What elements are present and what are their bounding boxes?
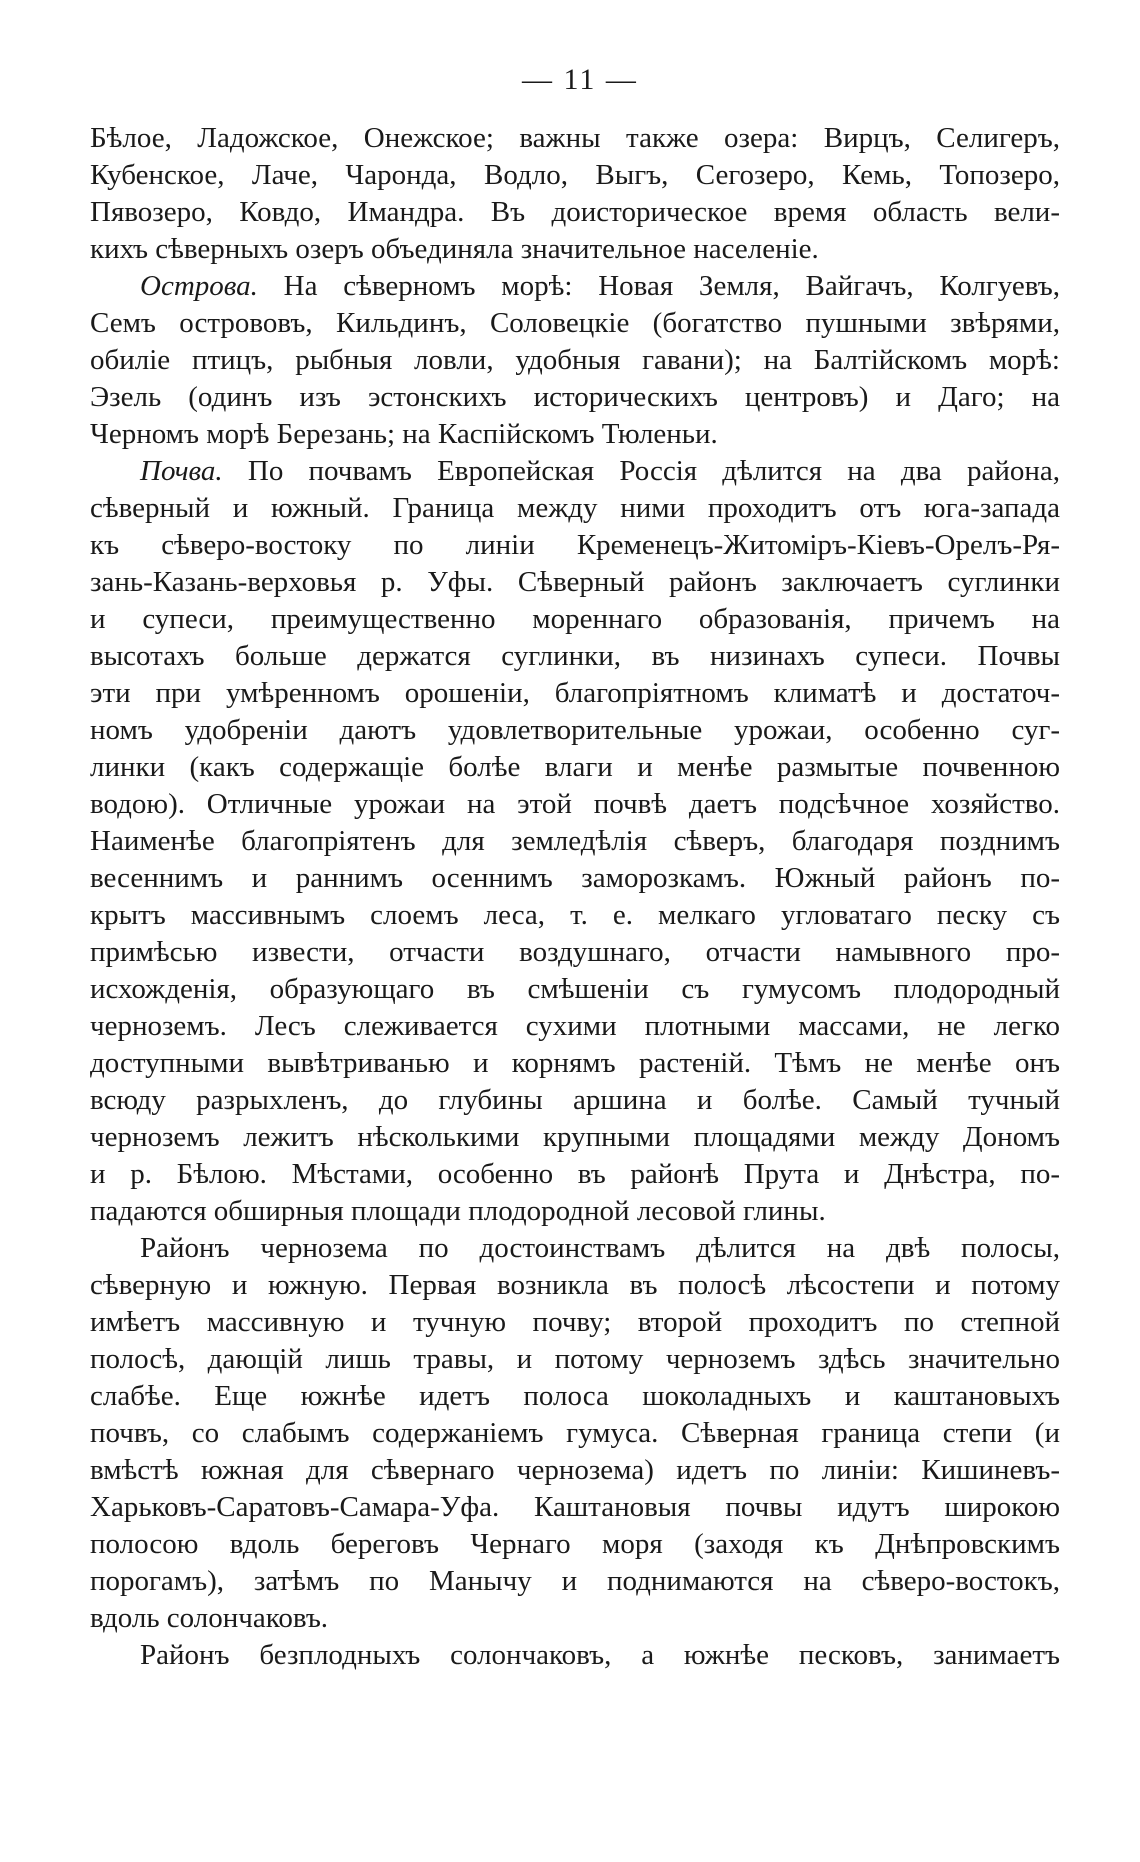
section-heading-soil: Почва. xyxy=(140,455,223,487)
text-line: черноземъ. Лесъ слеживается сухими плотными массами, не легко xyxy=(90,1010,1060,1042)
paragraph-chernozem xyxy=(90,1230,1060,1637)
text-line: зань-Казань-верховья р. Уфы. Сѣверный районъ заключаетъ суглинки xyxy=(90,566,1060,598)
text-line: крытъ массивнымъ слоемъ леса, т. е. мелкаго угловатаго песку съ xyxy=(90,899,1060,931)
paragraph-salt-marshes xyxy=(90,1637,1060,1674)
text-line: Кубенское, Лаче, Чаронда, Водло, Выгъ, Сегозеро, Кемь, Топозеро, xyxy=(90,159,1060,191)
document-page xyxy=(90,60,1060,1674)
text-line: эти при умѣренномъ орошеніи, благопріятномъ климатѣ и достаточ- xyxy=(90,677,1060,709)
paragraph-soil xyxy=(90,453,1060,1230)
text-line: высотахъ больше держатся суглинки, въ низинахъ супеси. Почвы xyxy=(90,640,1060,672)
page-number: — 11 — xyxy=(522,63,638,96)
text-line: къ сѣверо-востоку по линіи Кременецъ-Житоміръ-Кіевъ-Орелъ-Ря- xyxy=(90,529,1060,561)
text-line: сѣверную и южную. Первая возникла въ полосѣ лѣсостепи и потому xyxy=(90,1269,1060,1301)
text-line: черноземъ лежитъ нѣсколькими крупными площадями между Дономъ xyxy=(90,1121,1060,1153)
text-line: номъ удобреніи даютъ удовлетворительные урожаи, особенно суг- xyxy=(90,714,1060,746)
text-line: и супеси, преимущественно мореннаго образованія, причемъ на xyxy=(90,603,1060,635)
text-line: Семъ острововъ, Кильдинъ, Соловецкіе (богатство пушными звѣрями, xyxy=(90,307,1060,339)
text-line xyxy=(90,268,1060,305)
text-line: весеннимъ и раннимъ осеннимъ заморозкамъ. Южный районъ по- xyxy=(90,862,1060,894)
text-line-rest: По почвамъ Европейская Россія дѣлится на два района, xyxy=(222,455,1060,487)
text-line: Районъ чернозема по достоинствамъ дѣлится на двѣ полосы, xyxy=(140,1232,1060,1264)
text-line: Черномъ морѣ Березань; на Каспійскомъ Тюленьи. xyxy=(90,418,718,450)
text-line: почвъ, со слабымъ содержаніемъ гумуса. Сѣверная граница степи (и xyxy=(90,1417,1060,1449)
text-line: Наименѣе благопріятенъ для земледѣлія сѣверъ, благодаря позднимъ xyxy=(90,825,1060,857)
text-line: Пявозеро, Ковдо, Имандра. Въ доисторическое время область вели- xyxy=(90,196,1060,228)
text-line: вдоль солончаковъ. xyxy=(90,1602,329,1634)
text-line: Харьковъ-Саратовъ-Самара-Уфа. Каштановыя почвы идутъ широкою xyxy=(90,1491,1060,1523)
text-line: полосѣ, дающій лишь травы, и потому черноземъ здѣсь значительно xyxy=(90,1343,1060,1375)
text-line: линки (какъ содержащіе болѣе влаги и менѣе размытые почвенною xyxy=(90,751,1060,783)
text-line: Бѣлое, Ладожское, Онежское; важны также озера: Вирцъ, Селигеръ, xyxy=(90,122,1060,154)
text-line xyxy=(90,453,1060,490)
text-line: исхожденія, образующаго въ смѣшеніи съ гумусомъ плодородный xyxy=(90,973,1060,1005)
text-line: и р. Бѣлою. Мѣстами, особенно въ районѣ Прута и Днѣстра, по- xyxy=(90,1158,1060,1190)
text-line: полосою вдоль береговъ Чернаго моря (заходя къ Днѣпровскимъ xyxy=(90,1528,1060,1560)
text-line: сѣверный и южный. Граница между ними проходитъ отъ юга-запада xyxy=(90,492,1060,524)
paragraph-islands xyxy=(90,268,1060,453)
text-line: падаются обширныя площади плодородной лесовой глины. xyxy=(90,1195,826,1227)
paragraph-lakes xyxy=(90,120,1060,268)
text-line: Районъ безплодныхъ солончаковъ, а южнѣе песковъ, занимаетъ xyxy=(140,1639,1060,1671)
text-line: водою). Отличные урожаи на этой почвѣ даетъ подсѣчное хозяйство. xyxy=(90,788,1060,820)
text-line: примѣсью извести, отчасти воздушнаго, отчасти намывного про- xyxy=(90,936,1060,968)
text-line-rest: На сѣверномъ морѣ: Новая Земля, Вайгачъ, Колгуевъ, xyxy=(257,270,1060,302)
text-line: порогамъ), затѣмъ по Манычу и поднимаются на сѣверо-востокъ, xyxy=(90,1565,1060,1597)
text-line: обиліе птицъ, рыбныя ловли, удобныя гавани); на Балтійскомъ морѣ: xyxy=(90,344,1060,376)
text-line: вмѣстѣ южная для сѣвернаго чернозема) идетъ по линіи: Кишиневъ- xyxy=(90,1454,1060,1486)
text-line: Эзель (одинъ изъ эстонскихъ историческихъ центровъ) и Даго; на xyxy=(90,381,1060,413)
text-line: кихъ сѣверныхъ озеръ объединяла значительное населеніе. xyxy=(90,233,819,265)
text-line: доступными вывѣтриванью и корнямъ растеній. Тѣмъ не менѣе онъ xyxy=(90,1047,1060,1079)
text-line: всюду разрыхленъ, до глубины аршина и болѣе. Самый тучный xyxy=(90,1084,1060,1116)
section-heading-islands: Острова. xyxy=(140,270,258,302)
text-line: имѣетъ массивную и тучную почву; второй проходитъ по степной xyxy=(90,1306,1060,1338)
text-line: слабѣе. Еще южнѣе идетъ полоса шоколадныхъ и каштановыхъ xyxy=(90,1380,1060,1412)
